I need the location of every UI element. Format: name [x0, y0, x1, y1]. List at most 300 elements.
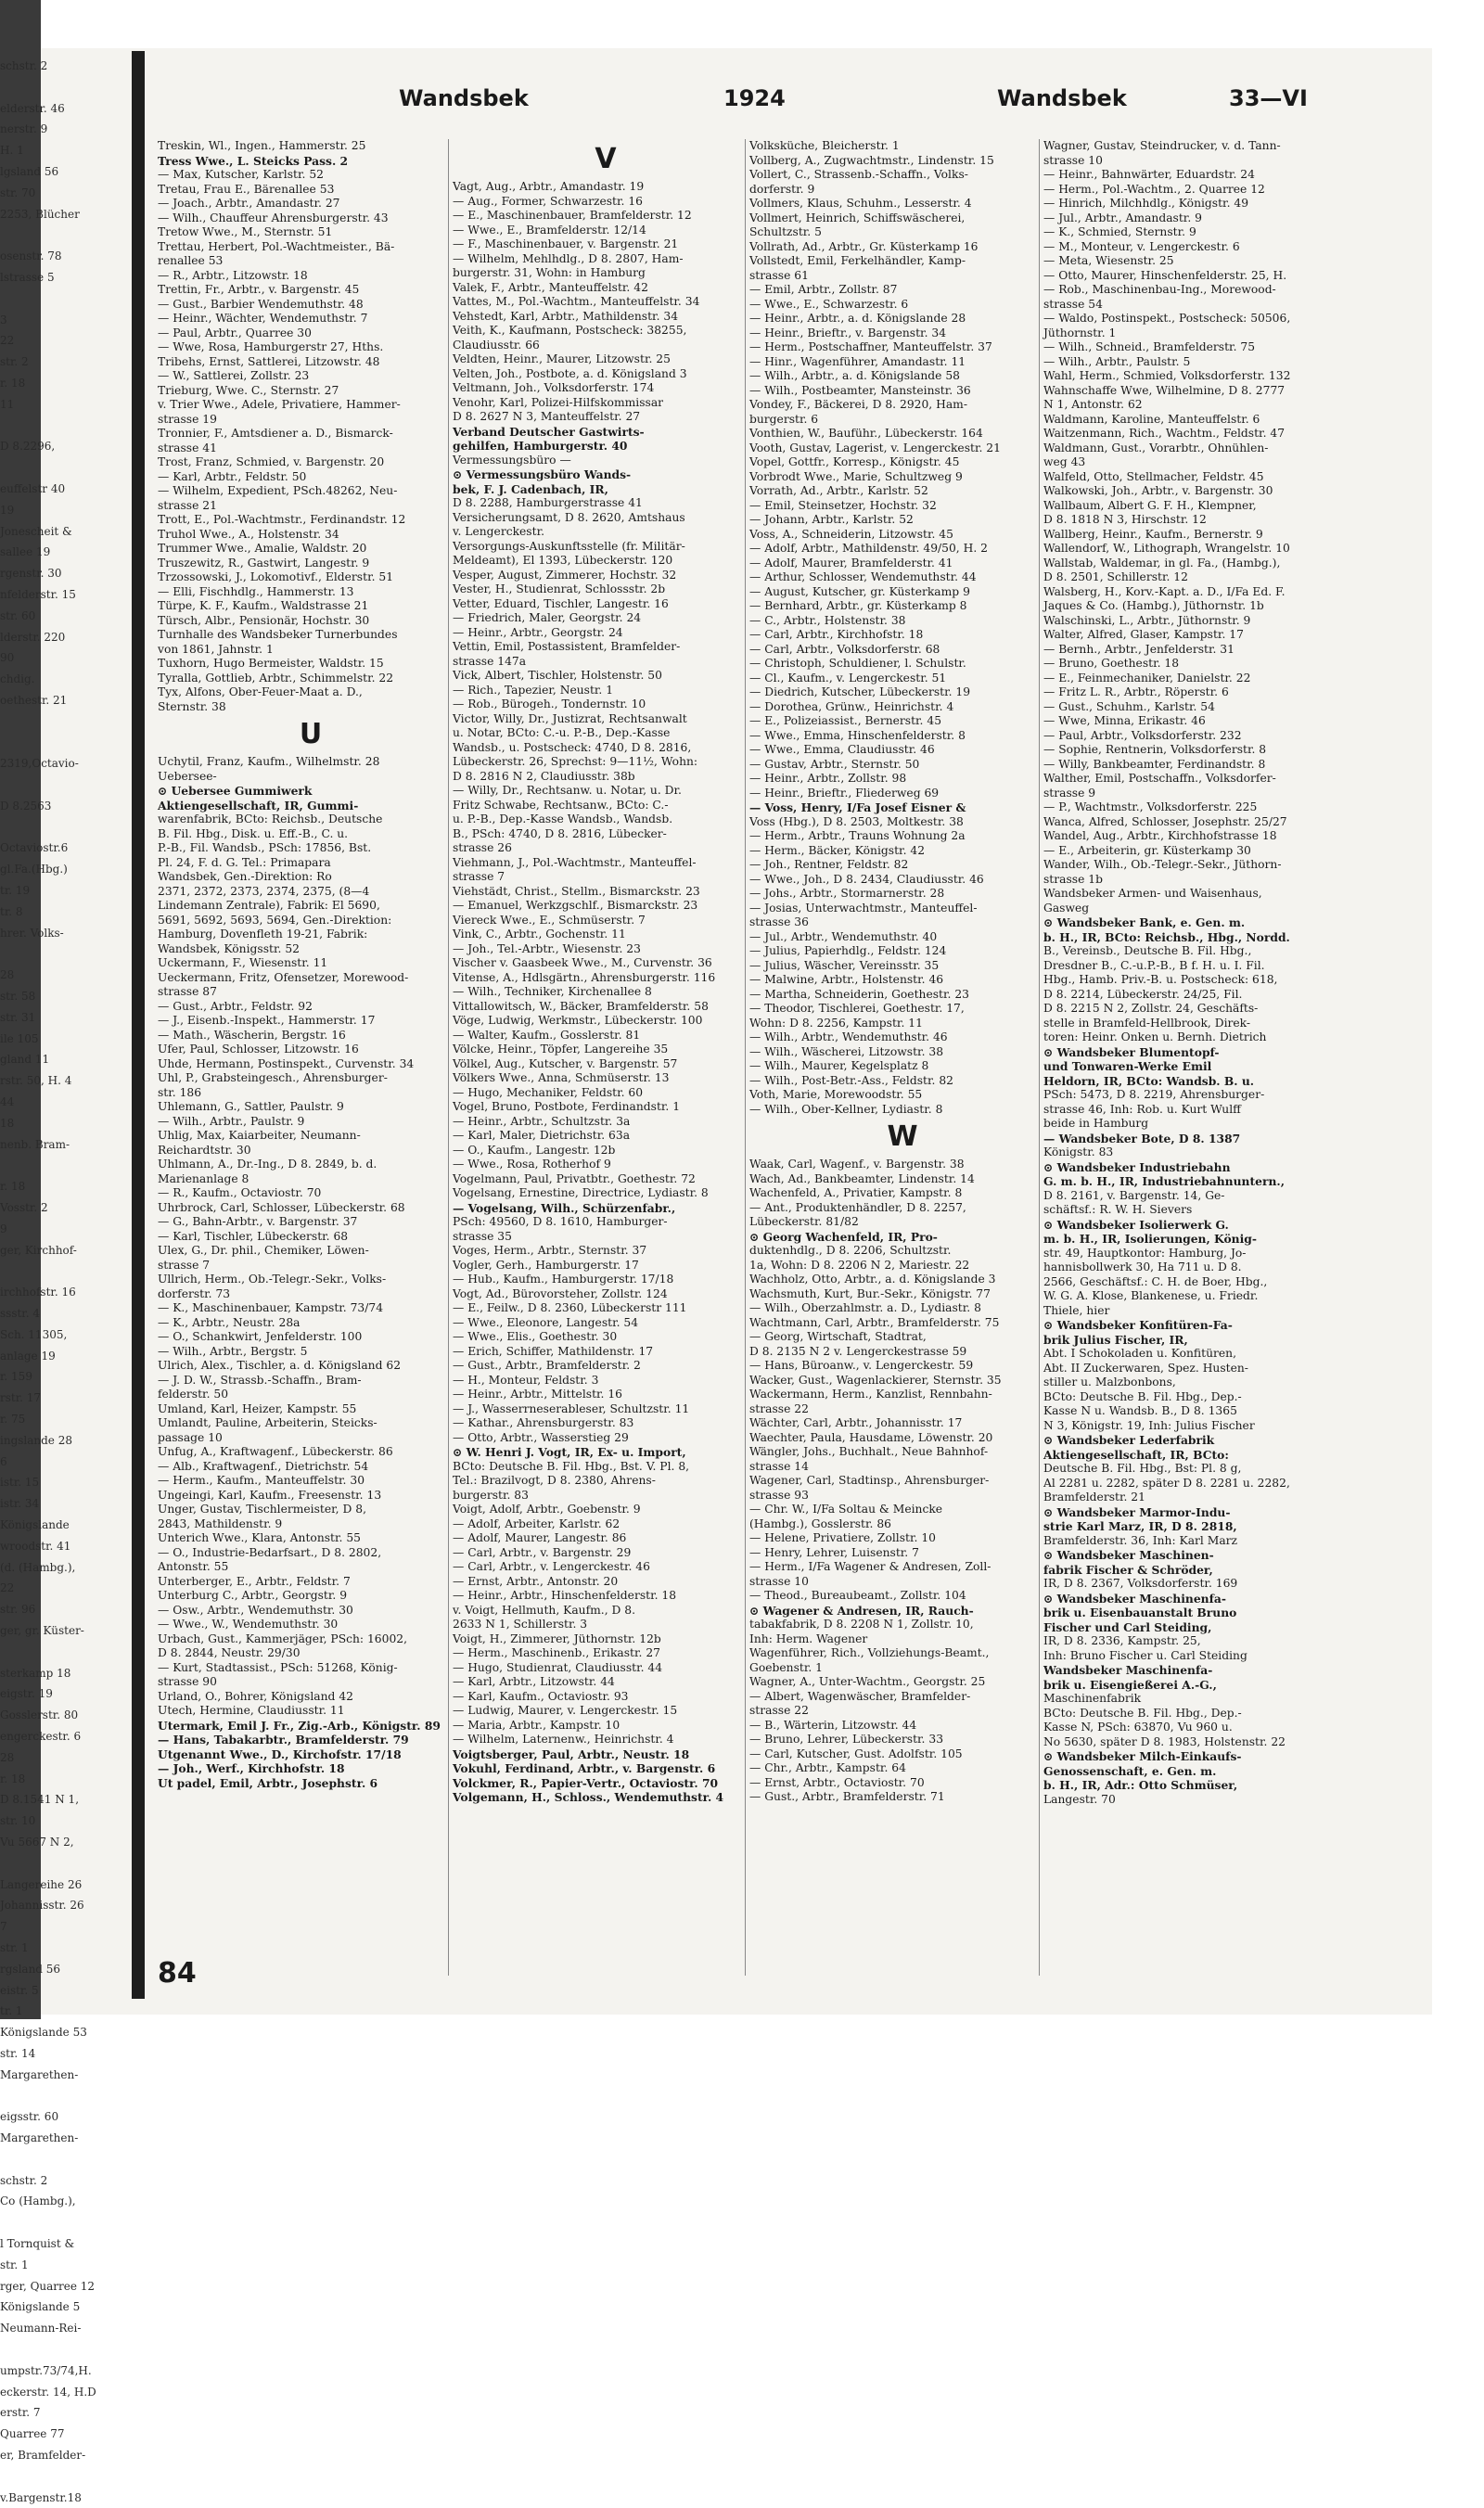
previous-page-fragment: str. 10: [0, 1814, 36, 1828]
directory-entry: — Wilh., Arbtr., Paulstr. 9: [158, 1114, 305, 1128]
directory-entry: ⊙ Wandsbeker Konfitüren-Fa-: [1043, 1318, 1233, 1332]
directory-entry: Waldmann, Karoline, Manteuffelstr. 6: [1043, 412, 1260, 426]
directory-entry: — Hinr., Wagenführer, Amandastr. 11: [749, 354, 966, 368]
directory-entry: strasse 90: [158, 1675, 217, 1688]
directory-entry: Vollberg, A., Zugwachtmstr., Lindenstr. 15: [749, 153, 994, 167]
directory-entry: — Wilh., Postbeamter, Mansteinstr. 36: [749, 383, 971, 397]
previous-page-fragment: [0, 2149, 130, 2170]
directory-entry: v. Trier Wwe., Adele, Privatiere, Hammer-: [158, 398, 401, 411]
directory-entry: B. Fil. Hbg., Disk. u. Eff.-B., C. u.: [158, 826, 349, 840]
directory-entry: — Wwe., Joh., D 8. 2434, Claudiusstr. 46: [749, 872, 984, 886]
directory-entry: Victor, Willy, Dr., Justizrat, Rechtsanwalt: [453, 711, 687, 725]
directory-entry: Vettin, Emil, Postassistent, Bramfelder-: [453, 640, 681, 653]
directory-entry: Türsch, Albr., Pensionär, Hochstr. 30: [158, 613, 370, 627]
directory-entry: ⊙ Wandsbeker Isolierwerk G.: [1043, 1217, 1229, 1232]
directory-entry: ⊙ Wandsbeker Marmor-Indu-: [1043, 1504, 1231, 1519]
directory-entry: — Herm., Kaufm., Manteuffelstr. 30: [158, 1474, 365, 1487]
directory-entry: — H., Monteur, Feldstr. 3: [453, 1373, 599, 1387]
directory-entry: Waldmann, Gust., Vorarbtr., Ohnühlen-: [1043, 441, 1269, 454]
directory-entry: ⊙ Georg Wachenfeld, IR, Pro-: [749, 1229, 938, 1244]
directory-entry: brik u. Eisenbauanstalt Bruno: [1043, 1606, 1237, 1619]
previous-page-fragment: 9: [0, 1222, 7, 1235]
directory-entry: ⊙ Wandsbeker Maschinenfa-: [1043, 1591, 1226, 1606]
directory-entry: — Carl, Arbtr., v. Lengerckestr. 46: [453, 1560, 650, 1573]
directory-entry: Vittallowitsch, W., Bäcker, Bramfelderstr. 58: [453, 999, 709, 1013]
directory-entry: — W., Sattlerei, Zollstr. 23: [158, 369, 310, 382]
previous-page-fragment: Margarethen-: [0, 2067, 79, 2081]
directory-entry: Tretau, Frau E., Bärenallee 53: [158, 182, 335, 196]
directory-entry: Wachenfeld, A., Privatier, Kampstr. 8: [749, 1186, 963, 1199]
directory-entry: BCto: Deutsche B. Fil. Hbg., Bst. V. Pl. 8,: [453, 1459, 690, 1473]
directory-entry: Wagener, Carl, Stadtinsp., Ahrensburger-: [749, 1474, 990, 1487]
directory-entry: Wallberg, Heinr., Kaufm., Bernerstr. 9: [1043, 527, 1263, 541]
previous-page-fragment: wroodstr. 41: [0, 1539, 71, 1553]
previous-page-fragment: sterkamp 18: [0, 1666, 71, 1680]
previous-page-fragment: Johannisstr. 26: [0, 1899, 84, 1913]
directory-entry: Voigtsberger, Paul, Arbtr., Neustr. 18: [453, 1747, 690, 1761]
previous-page-fragment: Königslande: [0, 1517, 70, 1531]
directory-entry: Tress Wwe., L. Steicks Pass. 2: [158, 153, 349, 168]
directory-entry: passage 10: [158, 1430, 223, 1444]
directory-entry: Trummer Wwe., Amalie, Waldstr. 20: [158, 542, 367, 555]
directory-entry: IR, D 8. 2336, Kampstr. 25,: [1043, 1634, 1201, 1647]
previous-page-fragment: elderstr. 46: [0, 101, 65, 115]
directory-entry: — Heinr., Arbtr., Zollstr. 98: [749, 772, 907, 785]
directory-entry: Fritz Schwabe, Rechtsanw., BCto: C.-: [453, 798, 669, 812]
directory-entry: — Bruno, Lehrer, Lübeckerstr. 33: [749, 1733, 944, 1746]
previous-page-fragment: str. 58: [0, 990, 36, 1004]
directory-entry: Wandsbek, Königsstr. 52: [158, 941, 300, 955]
directory-entry: toren: Heinr. Onken u. Bernh. Dietrich: [1043, 1030, 1267, 1043]
previous-page-fragment: str. 2: [0, 355, 29, 369]
directory-entry: — Ernst, Arbtr., Octaviostr. 70: [749, 1775, 925, 1789]
directory-entry: Ulex, G., Dr. phil., Chemiker, Löwen-: [158, 1244, 369, 1257]
directory-entry: Thiele, hier: [1043, 1303, 1110, 1317]
directory-entry: Wagner, Gustav, Steindrucker, v. d. Tann-: [1043, 139, 1281, 152]
directory-entry: — Carl, Arbtr., v. Bargenstr. 29: [453, 1545, 632, 1559]
directory-entry: — Gustav, Arbtr., Sternstr. 50: [749, 757, 920, 771]
directory-entry: Veldten, Heinr., Maurer, Litzowstr. 25: [453, 352, 671, 365]
section-letter: U: [299, 718, 323, 750]
directory-entry: Trott, E., Pol.-Wachtmstr., Ferdinandstr. 12: [158, 513, 406, 526]
directory-entry: Vogler, Gerh., Hamburgerstr. 17: [453, 1258, 639, 1272]
directory-entry: — Adolf, Arbtr., Mathildenstr. 49/50, H. 2: [749, 542, 988, 555]
directory-entry: D 8. 2288, Hamburgerstrasse 41: [453, 496, 643, 509]
directory-entry: brik u. Eisengießerei A.-G.,: [1043, 1677, 1217, 1692]
directory-entry: — Carl, Arbtr., Kirchhofstr. 18: [749, 628, 924, 641]
directory-entry: Veltmann, Joh., Volksdorferstr. 174: [453, 381, 655, 394]
directory-entry: Schultzstr. 5: [749, 225, 822, 238]
directory-entry: von 1861, Jahnstr. 1: [158, 642, 274, 656]
directory-entry: Turnhalle des Wandsbeker Turnerbundes: [158, 628, 398, 641]
previous-page-fragment: D 8.2296,: [0, 440, 56, 454]
directory-entry: Völkers Wwe., Anna, Schmüserstr. 13: [453, 1071, 670, 1084]
directory-entry: — M., Monteur, v. Lengerckestr. 6: [1043, 239, 1240, 253]
directory-entry: — E., Maschinenbauer, Bramfelderstr. 12: [453, 209, 692, 222]
directory-entry: — Friedrich, Maler, Georgstr. 24: [453, 611, 642, 624]
directory-entry: Volckmer, R., Papier-Vertr., Octaviostr. 70: [453, 1775, 719, 1790]
directory-entry: — Wilh., Arbtr., Wendemuthstr. 46: [749, 1030, 948, 1043]
directory-entry: Bramfelderstr. 36, Inh: Karl Marz: [1043, 1533, 1238, 1547]
directory-entry: Kasse N, PSch: 63870, Vu 960 u.: [1043, 1721, 1233, 1734]
directory-entry: — Fritz L. R., Arbtr., Röperstr. 6: [1043, 685, 1229, 698]
directory-entry: Voigt, H., Zimmerer, Jüthornstr. 12b: [453, 1631, 661, 1645]
directory-entry: — Rob., Maschinenbau-Ing., Morewood-: [1043, 283, 1276, 296]
directory-entry: — Karl, Arbtr., Litzowstr. 44: [453, 1675, 615, 1688]
directory-entry: — Heinr., Arbtr., a. d. Königslande 28: [749, 312, 966, 325]
directory-entry: — Martha, Schneiderin, Goethestr. 23: [749, 987, 969, 1001]
directory-entry: — Joach., Arbtr., Amandastr. 27: [158, 197, 340, 210]
directory-entry: Bramfelderstr. 21: [1043, 1491, 1145, 1504]
directory-entry: Hbg., Hamb. Priv.-B. u. Postscheck: 618,: [1043, 973, 1278, 986]
directory-entry: — Theodor, Tischlerei, Goethestr. 17,: [749, 1002, 965, 1015]
directory-entry: — Hugo, Studienrat, Claudiusstr. 44: [453, 1660, 663, 1674]
directory-entry: str. 49, Hauptkontor: Hamburg, Jo-: [1043, 1246, 1247, 1260]
directory-entry: Voth, Marie, Morewoodstr. 55: [749, 1088, 923, 1101]
previous-page-fragment: r. 18: [0, 1772, 26, 1785]
directory-entry: — Heinr., Arbtr., Schultzstr. 3a: [453, 1114, 631, 1128]
directory-entry: — Walter, Kaufm., Gosslerstr. 81: [453, 1028, 641, 1042]
directory-entry: Unfug, A., Kraftwagenf., Lübeckerstr. 86: [158, 1445, 393, 1458]
directory-entry: — R., Kaufm., Octaviostr. 70: [158, 1186, 322, 1199]
directory-entry: — Wilhelm, Mehlhdlg., D 8. 2807, Ham-: [453, 251, 684, 265]
directory-entry: Vorbrodt Wwe., Marie, Schultzweg 9: [749, 469, 963, 483]
directory-entry: dorferstr. 73: [158, 1286, 231, 1300]
directory-entry: — Heinr., Brieftr., v. Bargenstr. 34: [749, 326, 947, 339]
previous-page-fragment: ger, gr. Küster-: [0, 1623, 84, 1637]
directory-entry: Volksküche, Bleicherstr. 1: [749, 139, 900, 152]
directory-entry: hannisbollwerk 30, Ha 711 u. D 8.: [1043, 1260, 1242, 1273]
directory-entry: — Kathar., Ahrensburgerstr. 83: [453, 1416, 634, 1429]
directory-entry: — Wilh., Ober-Kellner, Lydiastr. 8: [749, 1102, 943, 1116]
directory-entry: — Heinr., Arbtr., Georgstr. 24: [453, 625, 623, 639]
directory-entry: — Arthur, Schlosser, Wendemuthstr. 44: [749, 570, 977, 583]
previous-page-fragment: Sch. 11305,: [0, 1327, 68, 1341]
directory-entry: Wander, Wilh., Ob.-Telegr.-Sekr., Jüthorn-: [1043, 858, 1282, 871]
directory-entry: — Hans, Büroanw., v. Lengerckestr. 59: [749, 1359, 974, 1372]
directory-entry: Aktiengesellschaft, IR, BCto:: [1043, 1447, 1229, 1462]
directory-entry: Walter, Alfred, Glaser, Kampstr. 17: [1043, 628, 1244, 641]
directory-entry: Uhlmann, A., Dr.-Ing., D 8. 2849, b. d.: [158, 1158, 377, 1171]
previous-page-fragment: chdig.: [0, 672, 35, 686]
directory-entry: ⊙ Wandsbeker Industriebahn: [1043, 1159, 1231, 1174]
previous-page-fragment: [0, 1155, 130, 1176]
directory-entry: Hamburg, Dovenfleth 19-21, Fabrik:: [158, 928, 368, 940]
directory-entry: — Ant., Produktenhändler, D 8. 2257,: [749, 1200, 966, 1214]
directory-entry: — Hugo, Mechaniker, Feldstr. 60: [453, 1085, 644, 1099]
directory-entry: BCto: Deutsche B. Fil. Hbg., Dep.-: [1043, 1706, 1242, 1720]
directory-entry: ⊙ Wandsbeker Blumentopf-: [1043, 1044, 1220, 1059]
directory-entry: — K., Arbtr., Neustr. 28a: [158, 1315, 301, 1329]
directory-entry: v. Lengerckestr.: [453, 525, 544, 538]
directory-entry: — Gust., Arbtr., Bramfelderstr. 71: [749, 1790, 945, 1803]
directory-entry: Ulrich, Alex., Tischler, a. d. Königsland 62: [158, 1359, 402, 1372]
previous-page-fragment: Co (Hambg.),: [0, 2194, 76, 2208]
directory-entry: Voss, A., Schneiderin, Litzowstr. 45: [749, 527, 953, 541]
directory-entry: Jüthornstr. 1: [1043, 326, 1117, 339]
directory-entry: — G., Bahn-Arbtr., v. Bargenstr. 37: [158, 1215, 358, 1228]
directory-entry: Uhlemann, G., Sattler, Paulstr. 9: [158, 1100, 344, 1113]
directory-entry: Vollrath, Ad., Arbtr., Gr. Küsterkamp 16: [749, 239, 979, 253]
directory-entry: 2843, Mathildenstr. 9: [158, 1516, 283, 1530]
previous-page-fragment: r. 18: [0, 1180, 26, 1194]
directory-entry: Deutsche B. Fil. Hbg., Bst: Pl. 8 g,: [1043, 1462, 1242, 1475]
directory-entry: Voges, Herm., Arbtr., Sternstr. 37: [453, 1244, 647, 1257]
previous-page-fragment: erstr. 7: [0, 2406, 41, 2420]
directory-entry: — K., Schmied, Sternstr. 9: [1043, 225, 1196, 238]
directory-entry: — J., Eisenb.-Inspekt., Hammerstr. 17: [158, 1014, 376, 1027]
previous-page-fragment: Königslande 53: [0, 2026, 87, 2040]
previous-page-fragment: [0, 817, 130, 838]
previous-page-fragment: anlage 19: [0, 1349, 56, 1363]
directory-entry: — Willy, Dr., Rechtsanw. u. Notar, u. Dr.: [453, 784, 682, 797]
directory-entry: No 5630, später D 8. 1983, Holstenstr. 22: [1043, 1734, 1286, 1748]
directory-entry: Wachtmann, Carl, Arbtr., Bramfelderstr. 75: [749, 1315, 1000, 1329]
directory-entry: Wackermann, Herm., Kanzlist, Rennbahn-: [749, 1388, 992, 1401]
directory-entry: Wandsbek, Gen.-Direktion: Ro: [158, 870, 332, 883]
directory-entry: Valek, F., Arbtr., Manteuffelstr. 42: [453, 280, 648, 294]
directory-entry: Abt. II Zuckerwaren, Spez. Husten-: [1043, 1361, 1248, 1375]
directory-entry: Uhl, P., Grabsteingesch., Ahrensburger-: [158, 1071, 388, 1084]
directory-entry: Versicherungsamt, D 8. 2620, Amtshaus: [453, 510, 685, 524]
directory-entry: Vondey, F., Bäckerei, D 8. 2920, Ham-: [749, 398, 967, 411]
previous-page-fragment: v.Bargenstr.18: [0, 2490, 82, 2504]
previous-page-fragment: 18: [0, 1116, 15, 1130]
directory-entry: Viehmann, J., Pol.-Wachtmstr., Manteuffel-: [453, 855, 697, 869]
directory-entry: — Otto, Maurer, Hinschenfelderstr. 25, H.: [1043, 268, 1287, 282]
directory-entry: Unterburg C., Arbtr., Georgstr. 9: [158, 1589, 348, 1602]
previous-page-fragment: rger, Quarree 12: [0, 2279, 96, 2293]
directory-entry: tabakfabrik, D 8. 2208 N 1, Zollstr. 10,: [749, 1618, 974, 1631]
directory-entry: — Chr. W., I/Fa Soltau & Meincke: [749, 1503, 943, 1516]
directory-entry: — Wwe., Emma, Claudiusstr. 46: [749, 743, 935, 756]
previous-page-fragment: 3: [0, 313, 7, 326]
directory-entry: — Jul., Arbtr., Wendemuthstr. 40: [749, 929, 938, 943]
directory-entry: — Wilhelm, Laternenw., Heinrichstr. 4: [453, 1733, 674, 1746]
directory-entry: Dresdner B., C.-u.P.-B., B f. H. u. I. Fil.: [1043, 958, 1265, 972]
previous-page-fragment: [0, 288, 130, 310]
directory-entry: Wagenführer, Rich., Vollziehungs-Beamt.,: [749, 1646, 990, 1659]
directory-entry: Venohr, Karl, Polizei-Hilfskommissar: [453, 395, 664, 409]
directory-entry: Vogelsang, Ernestine, Directrice, Lydiastr. 8: [453, 1186, 709, 1199]
directory-entry: — P., Wachtmstr., Volksdorferstr. 225: [1043, 800, 1258, 813]
directory-entry: — Wwe., E., Schwarzestr. 6: [749, 297, 909, 311]
directory-entry: strasse 147a: [453, 654, 527, 668]
directory-entry: Vollstedt, Emil, Ferkelhändler, Kamp-: [749, 254, 966, 267]
directory-entry: — Karl, Kaufm., Octaviostr. 93: [453, 1689, 629, 1703]
directory-entry: N 3, Königstr. 19, Inh: Julius Fischer: [1043, 1418, 1255, 1432]
directory-entry: — Ludwig, Maurer, v. Lengerckestr. 15: [453, 1704, 678, 1717]
directory-entry: — Wilhelm, Expedient, PSch.48262, Neu-: [158, 484, 398, 497]
directory-entry: strasse 41: [158, 441, 217, 454]
directory-entry: Wanca, Alfred, Schlosser, Josephstr. 25/27: [1043, 814, 1287, 828]
directory-entry: Tyralla, Gottlieb, Arbtr., Schimmelstr. 22: [158, 671, 394, 685]
directory-entry: Wacker, Gust., Wagenlackierer, Sternstr. 35: [749, 1373, 1002, 1387]
directory-entry: Abt. I Schokoladen u. Konfitüren,: [1043, 1347, 1236, 1360]
previous-page-fragment: umpstr.73/74,H.: [0, 2363, 92, 2377]
previous-page-strip: [0, 56, 130, 2504]
directory-entry: Wahnschaffe Wwe, Wilhelmine, D 8. 2777: [1043, 383, 1286, 397]
directory-entry: gehilfen, Hamburgerstr. 40: [453, 439, 628, 453]
directory-entry: Reichardtstr. 30: [158, 1143, 251, 1157]
directory-entry: burgerstr. 6: [749, 412, 819, 426]
directory-entry: Gasweg: [1043, 901, 1090, 915]
directory-entry: — Wilh., Arbtr., a. d. Königslande 58: [749, 369, 960, 382]
directory-entry: — Osw., Arbtr., Wendemuthstr. 30: [158, 1603, 353, 1617]
previous-page-fragment: r. 159: [0, 1370, 32, 1384]
directory-entry: — Sophie, Rentnerin, Volksdorferstr. 8: [1043, 743, 1267, 756]
previous-page-fragment: r. 75: [0, 1413, 26, 1426]
directory-entry: Wallstab, Waldemar, in gl. Fa., (Hambg.),: [1043, 556, 1281, 569]
previous-page-fragment: eigsstr. 60: [0, 2110, 59, 2124]
directory-entry: Vehstedt, Karl, Arbtr., Mathildenstr. 34: [453, 309, 679, 323]
directory-entry: — Carl, Arbtr., Volksdorferstr. 68: [749, 642, 940, 656]
previous-page-fragment: osenstr. 78: [0, 250, 62, 263]
previous-page-fragment: oethestr. 21: [0, 693, 68, 707]
header-left-title: Wandsbek: [399, 85, 529, 111]
previous-page-fragment: 2319,Octavio-: [0, 757, 79, 771]
directory-entry: warenfabrik, BCto: Reichsb., Deutsche: [158, 813, 383, 825]
previous-page-fragment: [0, 457, 130, 479]
directory-entry: Goebenstr. 1: [749, 1660, 823, 1674]
directory-entry: burgerstr. 31, Wohn: in Hamburg: [453, 266, 646, 279]
directory-entry: strasse 26: [453, 841, 512, 854]
directory-entry: 2633 N 1, Schillerstr. 3: [453, 1618, 588, 1631]
directory-entry: 5691, 5692, 5693, 5694, Gen.-Direktion:: [158, 913, 392, 927]
directory-entry: PSch: 5473, D 8. 2219, Ahrensburger-: [1043, 1088, 1265, 1101]
previous-page-fragment: ingslande 28: [0, 1433, 72, 1447]
directory-entry: Lindemann Zentrale), Fabrik: El 5690,: [158, 899, 380, 912]
directory-entry: strasse 87: [158, 985, 217, 998]
directory-entry: — Malwine, Arbtr., Holstenstr. 46: [749, 973, 944, 986]
directory-entry: Waitzenmann, Rich., Wachtm., Feldstr. 47: [1043, 427, 1286, 440]
previous-page-fragment: lgsland 56: [0, 164, 59, 178]
directory-entry: — Wilh., Arbtr., Paulstr. 5: [1043, 354, 1191, 368]
directory-entry: — Adolf, Arbeiter, Karlstr. 62: [453, 1516, 620, 1530]
directory-entry: — Wilh., Arbtr., Bergstr. 5: [158, 1344, 308, 1358]
directory-entry: — Hans, Tabakarbtr., Bramfelderstr. 79: [158, 1733, 409, 1747]
directory-entry: — Gust., Schuhm., Karlstr. 54: [1043, 699, 1215, 713]
directory-entry: — K., Maschinenbauer, Kampstr. 73/74: [158, 1301, 384, 1314]
directory-entry: m. b. H., IR, Isolierungen, König-: [1043, 1232, 1257, 1246]
directory-entry: Claudiusstr. 66: [453, 338, 540, 352]
previous-page-fragment: str. 31: [0, 1010, 36, 1024]
directory-entry: W. G. A. Klose, Blankenese, u. Friedr.: [1043, 1289, 1259, 1302]
directory-entry: — Bernhard, Arbtr., gr. Küsterkamp 8: [749, 599, 967, 612]
directory-entry: stiller u. Malzbonbons,: [1043, 1376, 1176, 1388]
directory-entry: strasse 21: [158, 498, 217, 512]
directory-entry: — Christoph, Schuldiener, l. Schulstr.: [749, 657, 966, 670]
directory-entry: bek, F. J. Cadenbach, IR,: [453, 481, 608, 496]
directory-entry: — Wilh., Techniker, Kirchenallee 8: [453, 985, 652, 998]
directory-entry: — Ernst, Arbtr., Antonstr. 20: [453, 1574, 619, 1588]
previous-page-fragment: schstr. 2: [0, 59, 48, 72]
directory-entry: Tuxhorn, Hugo Bermeister, Waldstr. 15: [158, 657, 384, 670]
directory-entry: Umland, Karl, Heizer, Kampstr. 55: [158, 1401, 357, 1415]
previous-page-fragment: nfelderstr. 15: [0, 587, 76, 601]
previous-page-fragment: Gosslerstr. 80: [0, 1708, 79, 1722]
directory-entry: Tribehs, Ernst, Sattlerei, Litzowstr. 48: [158, 354, 380, 368]
directory-entry: — Wwe., E., Bramfelderstr. 12/14: [453, 223, 646, 237]
previous-page-fragment: Vosstr. 2: [0, 1201, 48, 1215]
directory-entry: beide in Hamburg: [1043, 1117, 1149, 1130]
directory-entry: ⊙ Wandsbeker Bank, e. Gen. m.: [1043, 915, 1246, 929]
directory-entry: — E., Polizeiassist., Bernerstr. 45: [749, 714, 942, 727]
directory-entry: strasse 1b: [1043, 872, 1103, 886]
previous-page-fragment: 6: [0, 1454, 7, 1468]
directory-entry: — Kurt, Stadtassist., PSch: 51268, König-: [158, 1660, 398, 1674]
directory-entry: — Waldo, Postinspekt., Postscheck: 50506,: [1043, 312, 1291, 325]
directory-entry: Vitense, A., Hdlsgärtn., Ahrensburgerstr. 116: [453, 970, 716, 984]
directory-entry: renallee 53: [158, 254, 224, 267]
previous-page-fragment: rstr. 50, H. 4: [0, 1074, 72, 1088]
previous-page-fragment: er, Bramfelder-: [0, 2449, 86, 2463]
directory-entry: — J. D. W., Strassb.-Schaffn., Bram-: [158, 1373, 362, 1387]
previous-page-fragment: 7: [0, 1920, 7, 1934]
directory-entry: — Herm., Pol.-Wachtm., 2. Quarree 12: [1043, 182, 1265, 196]
book-gutter: [132, 51, 145, 1999]
directory-entry: B., PSch: 4740, D 8. 2816, Lübecker-: [453, 826, 667, 840]
directory-entry: — Joh., Werf., Kirchhofstr. 18: [158, 1761, 345, 1775]
previous-page-fragment: [0, 733, 130, 754]
directory-entry: strie Karl Marz, IR, D 8. 2818,: [1043, 1519, 1237, 1533]
previous-page-fragment: Langereihe 26: [0, 1877, 83, 1891]
directory-entry: — Gust., Barbier Wendemuthstr. 48: [158, 297, 364, 311]
directory-entry: strasse 9: [1043, 786, 1096, 800]
directory-entry: Völkel, Aug., Kutscher, v. Bargenstr. 57: [453, 1056, 678, 1070]
directory-entry: — E., Feinmechaniker, Danielstr. 22: [1043, 671, 1251, 685]
directory-entry: Uchytil, Franz, Kaufm., Wilhelmstr. 28: [158, 755, 380, 768]
directory-entry: str. 186: [158, 1085, 202, 1099]
directory-entry: Walfeld, Otto, Stellmacher, Feldstr. 45: [1043, 469, 1264, 483]
directory-entry: strasse 7: [158, 1258, 211, 1272]
previous-page-fragment: [0, 416, 130, 437]
directory-entry: Trettau, Herbert, Pol.-Wachtmeister., Bä-: [158, 239, 395, 253]
directory-entry: Unterberger, E., Arbtr., Feldstr. 7: [158, 1574, 351, 1588]
directory-entry: — Joh., Tel.-Arbtr., Wiesenstr. 23: [453, 941, 641, 955]
directory-entry: — Karl, Maler, Dietrichstr. 63a: [453, 1129, 631, 1142]
directory-entry: D 8. 2501, Schillerstr. 12: [1043, 570, 1188, 583]
directory-entry: — Albert, Wagenwäscher, Bramfelder-: [749, 1689, 971, 1703]
directory-entry: Wach, Ad., Bankbeamter, Lindenstr. 14: [749, 1171, 975, 1185]
previous-page-fragment: [0, 224, 130, 246]
directory-entry: Vagt, Aug., Arbtr., Amandastr. 19: [453, 180, 645, 193]
header-year: 1924: [723, 85, 786, 111]
directory-entry: Vogel, Bruno, Postbote, Ferdinandstr. 1: [453, 1100, 681, 1113]
directory-entry: Unterich Wwe., Klara, Antonstr. 55: [158, 1531, 361, 1544]
directory-entry: — Diedrich, Kutscher, Lübeckerstr. 19: [749, 685, 971, 698]
directory-column-1: [158, 139, 464, 1790]
directory-entry: D 8. 2816 N 2, Claudiusstr. 38b: [453, 769, 635, 783]
directory-entry: (Hambg.), Gosslerstr. 86: [749, 1516, 891, 1530]
directory-entry: — Wwe., Emma, Hinschenfelderstr. 8: [749, 728, 966, 742]
directory-entry: ⊙ Wandsbeker Milch-Einkaufs-: [1043, 1749, 1242, 1763]
directory-entry: — Maria, Arbtr., Kampstr. 10: [453, 1718, 620, 1732]
directory-entry: — Emil, Arbtr., Zollstr. 87: [749, 283, 898, 296]
previous-page-fragment: [0, 1853, 130, 1875]
directory-entry: Trieburg, Wwe. C., Sternstr. 27: [158, 383, 339, 397]
directory-entry: — Willy, Bankbeamter, Ferdinandstr. 8: [1043, 757, 1266, 771]
directory-entry: Lübeckerstr. 26, Sprechst: 9—11½, Wohn:: [453, 755, 698, 768]
directory-entry: — Wilh., Schneid., Bramfelderstr. 75: [1043, 340, 1256, 353]
directory-entry: Walschinski, L., Arbtr., Jüthornstr. 9: [1043, 613, 1251, 627]
directory-entry: Vollmert, Heinrich, Schiffswäscherei,: [749, 211, 966, 224]
directory-entry: G. m. b. H., IR, Industriebahnuntern.,: [1043, 1174, 1285, 1188]
directory-entry: Vonthien, W., Bauführ., Lübeckerstr. 164: [749, 427, 983, 440]
directory-entry: Wandel, Aug., Arbtr., Kirchhofstrasse 18: [1043, 829, 1277, 842]
directory-entry: PSch: 49560, D 8. 1610, Hamburger-: [453, 1215, 668, 1228]
directory-entry: — Helene, Privatiere, Zollstr. 10: [749, 1531, 936, 1544]
